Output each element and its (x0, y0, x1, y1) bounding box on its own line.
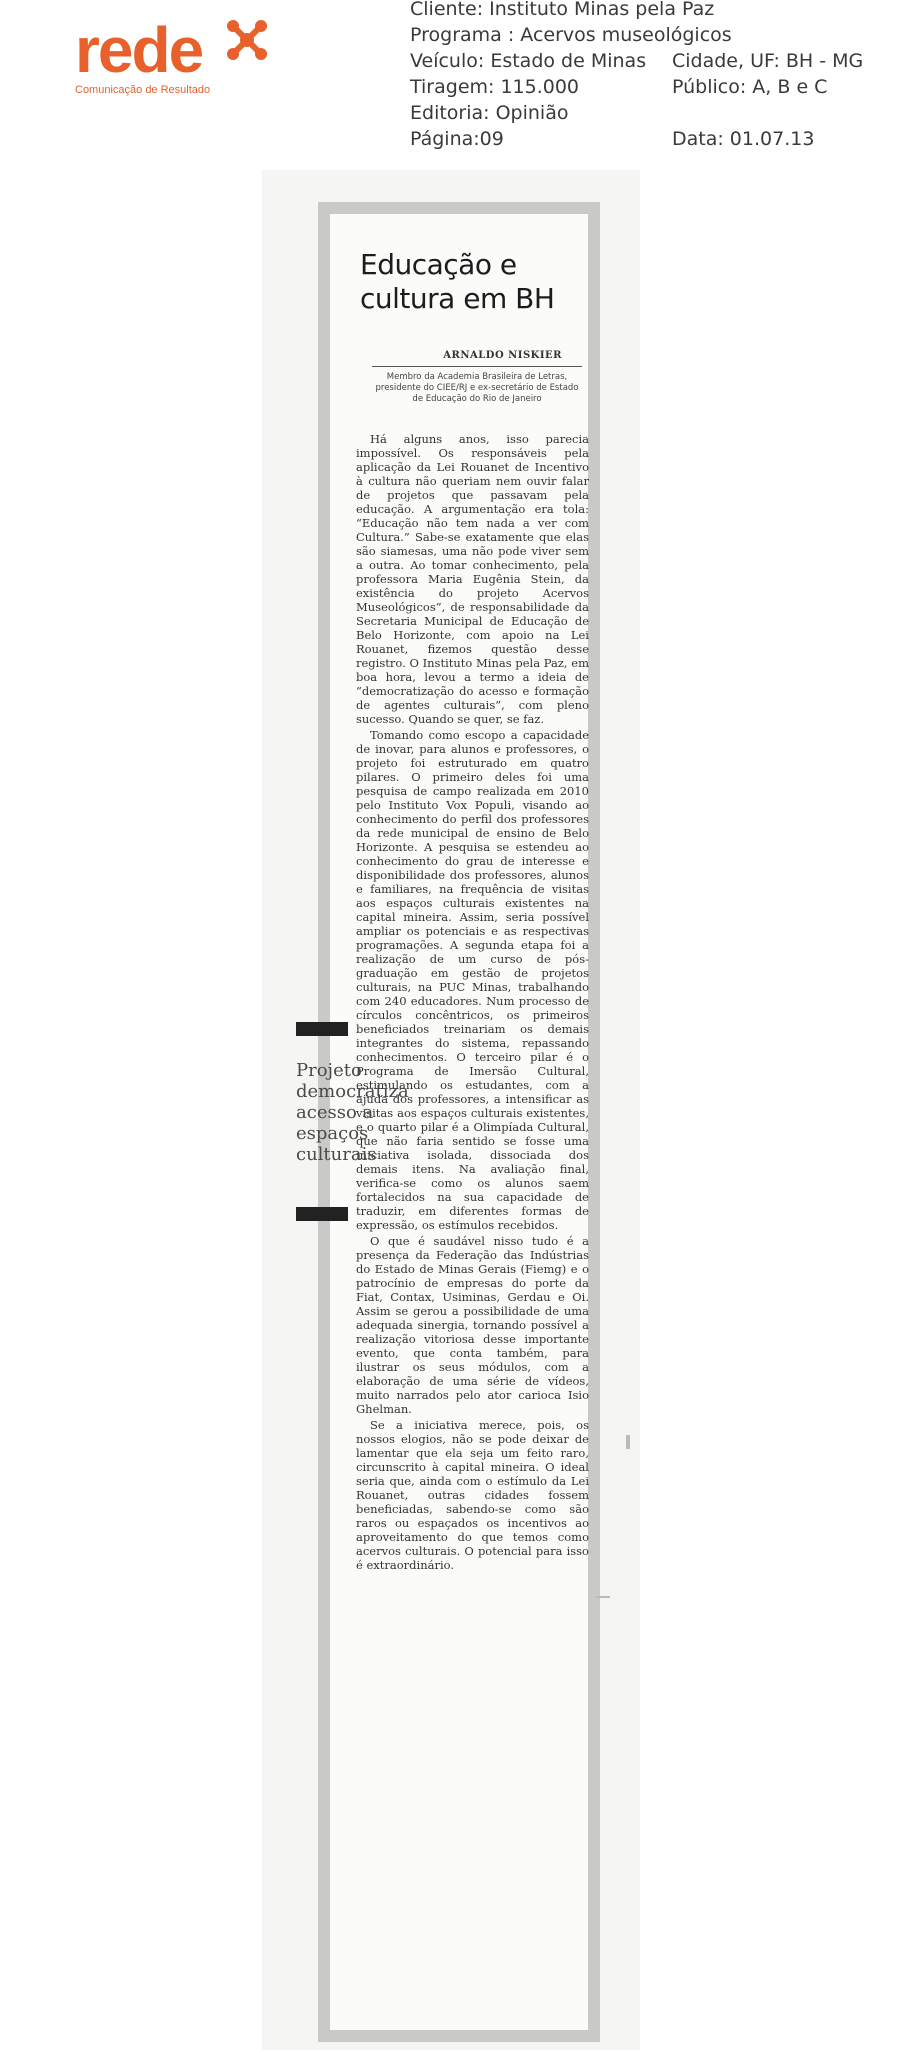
logo-cross-icon (223, 16, 271, 64)
date-label: Data: 01.07.13 (672, 128, 815, 150)
paragraph: Há alguns anos, isso parecia impossível. Os responsáveis pela aplicação da Lei Rouanet de Incentivo à cultura não queriam nem ouvir falar de projetos que passavam pela educação. A argumentação era tola: “Educação não tem nada a ver com Cultura.” Sabe-se exatamente que elas são siamesas, uma não pode viver sem a outra. Ao tomar conhecimento, pela professora Maria Eugênia Stein, da existência do projeto Acervos Museológicos”, de responsabilidade da Secretaria Municipal de Educação de Belo Horizonte, com apoio na Lei Rouanet, fizemos questão desse registro. O Instituto Minas pela Paz, em boa hora, levou a termo a ideia de “democratização do acesso e formação de agentes culturais”, com pleno sucesso. Quando se quer, se faz. (356, 432, 589, 726)
article-body (356, 432, 589, 1574)
circulation-label: Tiragem: 115.000 (410, 76, 580, 98)
article-title: Educação e cultura em BH (360, 248, 555, 315)
vehicle-label: Veículo: Estado de Minas (410, 50, 647, 72)
rede-logo (75, 14, 285, 98)
scan-artifact (626, 1435, 630, 1449)
paragraph: Se a iniciativa merece, pois, os nossos elogios, não se pode deixar de lamentar que ela seja um feito raro, circunscrito à capital mineira. O ideal seria que, ainda com o estímulo da Lei Rouanet, outras cidades fossem beneficiadas, sabendo-se como são raros ou espaçados os incentivos ao aproveitamento do que temos como acervos culturais. O potencial para isso é extraordinário. (356, 1418, 589, 1572)
author-bio: Membro da Academia Brasileira de Letras, presidente do CIEE/RJ e ex-secretário de Estado de Educação do Rio de Janeiro (375, 372, 579, 404)
audience-label: Público: A, B e C (672, 76, 828, 98)
client-label: Cliente: Instituto Minas pela Paz (410, 0, 715, 20)
article-author: ARNALDO NISKIER (443, 350, 562, 361)
program-label: Programa : Acervos museológicos (410, 24, 732, 46)
clipping-metadata (410, 0, 890, 152)
pullquote: Projeto democratiza acesso a espaços culturais (296, 1060, 409, 1165)
scan-artifact (596, 1596, 610, 1598)
page-label: Página:09 (410, 128, 504, 150)
pullquote-bar-top (296, 1022, 348, 1036)
logo-wordmark: rede (75, 14, 203, 86)
section-label: Editoria: Opinião (410, 102, 569, 124)
paragraph: O que é saudável nisso tudo é a presença da Federação das Indústrias do Estado de Minas Gerais (Fiemg) e o patrocínio de empresas do porte da Fiat, Contax, Usiminas, Gerdau e Oi. Assim se gerou a possibilidade de uma adequada sinergia, tornando possível a realização vitoriosa desse importante evento, que conta também, para ilustrar os seus módulos, com a elaboração de uma série de vídeos, muito narrados pelo ator carioca Isio Ghelman. (356, 1234, 589, 1416)
city-label: Cidade, UF: BH - MG (672, 50, 864, 72)
pullquote-bar-bottom (296, 1207, 348, 1221)
logo-tagline: Comunicação de Resultado (75, 84, 211, 96)
author-divider (372, 366, 582, 367)
paragraph: Tomando como escopo a capacidade de inovar, para alunos e professores, o projeto foi estruturado em quatro pilares. O primeiro deles foi uma pesquisa de campo realizada em 2010 pelo Instituto Vox Populi, visando ao conhecimento do perfil dos professores da rede municipal de ensino de Belo Horizonte. A pesquisa se estendeu ao conhecimento do grau de interesse e disponibilidade dos professores, alunos e familiares, na frequência de visitas aos espaços culturais existentes na capital mineira. Assim, seria possível ampliar os potenciais e as respectivas programações. A segunda etapa foi a realização de um curso de pós-graduação em gestão de projetos culturais, na PUC Minas, trabalhando com 240 educadores. Num processo de círculos concêntricos, os primeiros beneficiados treinariam os demais integrantes do sistema, repassando conhecimentos. O terceiro pilar é o Programa de Imersão Cultural, estimulando os estudantes, com a ajuda dos professores, a intensificar as visitas aos espaços culturais existentes, e o quarto pilar é a Olimpíada Cultural, que não faria sentido se fosse uma iniciativa isolada, dissociada dos demais itens. Na avaliação final, verifica-se como os alunos saem fortalecidos na sua capacidade de traduzir, em diferentes formas de expressão, os estímulos recebidos. (356, 728, 589, 1232)
